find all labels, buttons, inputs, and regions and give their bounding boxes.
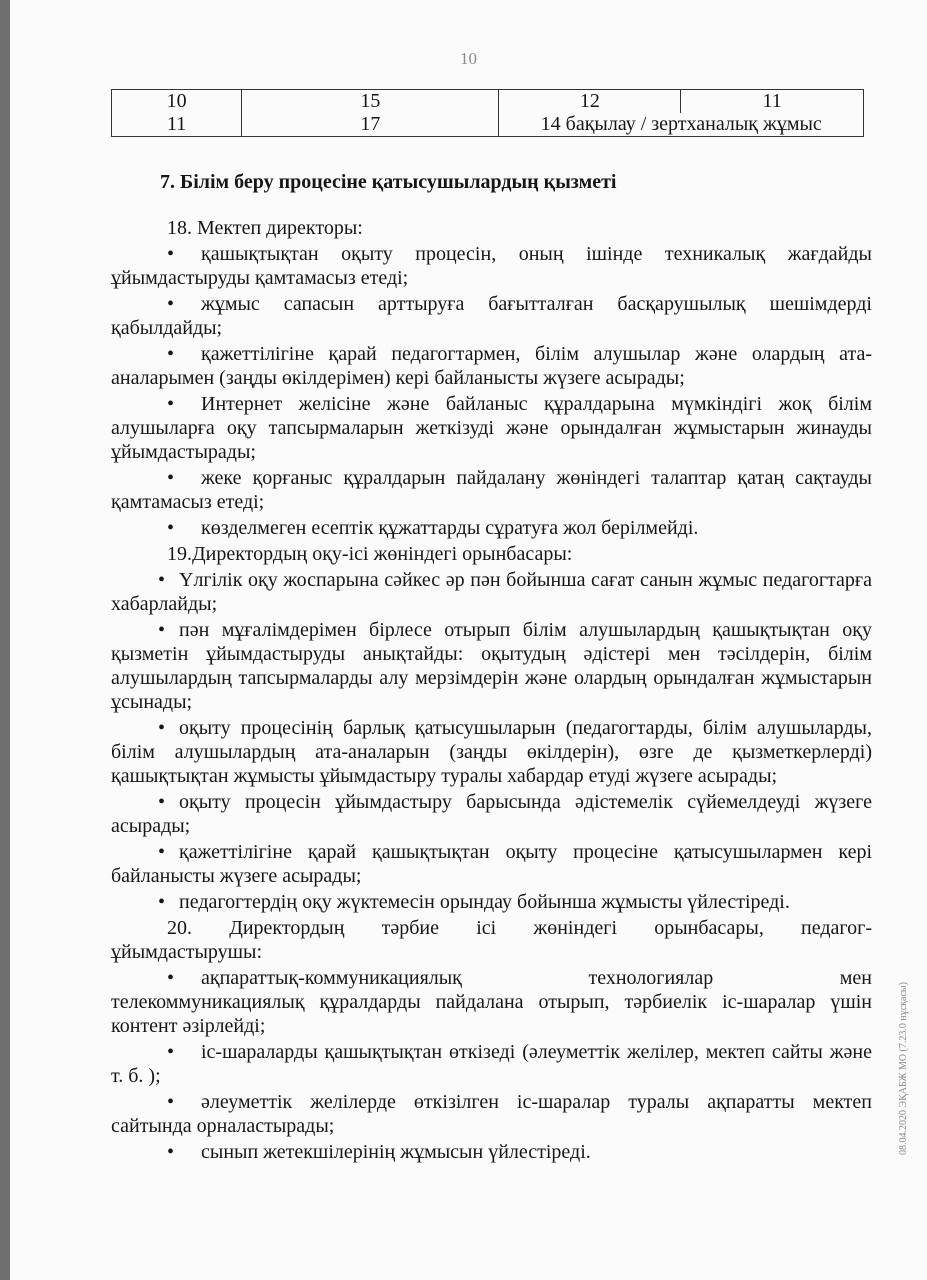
list-item: • қажеттілігіне қарай қашықтықтан оқыту процесіне қатысушылармен кері байланысты жүзеге асырады; — [111, 841, 872, 887]
list-item: • іс-шараларды қашықтықтан өткізеді (әлеуметтік желілер, мектеп сайты және т. б. ); — [111, 1041, 872, 1087]
bullet-icon: • — [158, 891, 166, 913]
list-item: • көзделмеген есептік құжаттарды сұратуға жол берілмейді. — [167, 517, 699, 539]
list-item: • оқыту процесін ұйымдастыру барысында әдістемелік сүйемелдеуді жүзеге асырады; — [111, 791, 872, 837]
section-title: 7. Білім беру процесіне қатысушылардың қызметі — [160, 171, 617, 193]
list-item: • оқыту процесінің барлық қатысушыларын (педагогтарды, білім алушыларды, білім алушылардың ата-аналарын (заңды өкілдерін), өзге де қызметкерлерді) қашықтықтан жұмысты ұйымдастыру туралы хабардар етуді жүзеге асырады; — [111, 717, 872, 787]
bullet-icon: • — [158, 569, 166, 591]
list-item: • Үлгілік оқу жоспарына сәйкес әр пән бойынша сағат санын жұмыс педагогтарға хабарлайды; — [111, 569, 872, 615]
table-cell: 11 — [681, 90, 864, 114]
list-item: • әлеуметтік желілерде өткізілген іс-шаралар туралы ақпаратты мектеп сайтында орналастырады; — [111, 1091, 872, 1137]
deputy-edu-heading: 20. Директордың тәрбие ісі жөніндегі орынбасары, педагог- — [167, 917, 872, 939]
table-cell: 17 — [242, 113, 499, 137]
director-heading: 18. Мектеп директоры: — [167, 217, 363, 239]
list-item: • пән мұғалімдерімен бірлесе отырып білім алушылардың қашықтықтан оқу қызметін ұйымдастыруды анықтайды: оқытудың әдістері мен тәсілдерін, білім алушылардың тапсырмаларды алу мерзімдерін және олардың орындалған жұмыстарын ұсынады; — [111, 619, 872, 713]
deputy-study-heading: 19.Директордың оқу-ісі жөніндегі орынбасары: — [167, 543, 573, 565]
bullet-icon: • — [167, 293, 175, 315]
bullet-icon: • — [167, 393, 175, 415]
list-item: • педагогтердің оқу жүктемесін орындау бойынша жұмысты үйлестіреді. — [158, 891, 790, 913]
document-page — [10, 0, 927, 1280]
table-row — [112, 113, 864, 137]
bullet-icon: • — [167, 1091, 175, 1113]
list-item-continuation: телекоммуникациялық құралдарды пайдалана отырып, тәрбиелік іс-шаралар үшін контент әзірлейді; — [111, 991, 872, 1037]
list-item: • сынып жетекшілерінің жұмысын үйлестіреді. — [167, 1141, 591, 1163]
list-item: • қажеттілігіне қарай педагогтармен, білім алушылар және олардың ата-аналарымен (заңды өкілдерімен) кері байланысты жүзеге асырады; — [111, 343, 872, 389]
table-cell: 14 бақылау / зертханалық жұмыс — [499, 113, 864, 137]
list-item: • ақпараттық-коммуникациялық технологиялар мен — [167, 967, 872, 989]
table-row — [112, 90, 864, 114]
bullet-icon: • — [158, 841, 166, 863]
hours-table — [111, 89, 864, 137]
bullet-icon: • — [167, 517, 175, 539]
bullet-icon: • — [167, 1141, 175, 1163]
bullet-icon: • — [158, 619, 166, 641]
bullet-icon: • — [167, 243, 175, 265]
bullet-icon: • — [158, 791, 166, 813]
table-cell: 15 — [242, 90, 499, 114]
table-cell: 11 — [112, 113, 242, 137]
list-item: • қашықтықтан оқыту процесін, оның ішінде техникалық жағдайды ұйымдастыруды қамтамасыз етеді; — [111, 243, 872, 289]
list-item: • жұмыс сапасын арттыруға бағытталған басқарушылық шешімдерді қабылдайды; — [111, 293, 872, 339]
bullet-icon: • — [167, 467, 175, 489]
bullet-icon: • — [167, 967, 175, 989]
list-item: • жеке қорғаныс құралдарын пайдалану жөніндегі талаптар қатаң сақтауды қамтамасыз етеді; — [111, 467, 872, 513]
bullet-icon: • — [158, 717, 166, 739]
list-item: • Интернет желісіне және байланыс құралдарына мүмкіндігі жоқ білім алушыларға оқу тапсырмаларын жеткізуді және орындалған жұмыстарын жинауды ұйымдастырады; — [111, 393, 872, 463]
table-cell: 10 — [112, 90, 242, 114]
table-cell: 12 — [499, 90, 681, 114]
page-number: 10 — [460, 49, 477, 68]
bullet-icon: • — [167, 343, 175, 365]
deputy-edu-heading-cont: ұйымдастырушы: — [111, 941, 263, 963]
bullet-icon: • — [167, 1041, 175, 1063]
side-stamp: 08.04.2020 ЭҚАБЖ МО (7.23.0 нұсқасы) — [898, 982, 909, 1155]
document-body — [111, 216, 872, 1166]
